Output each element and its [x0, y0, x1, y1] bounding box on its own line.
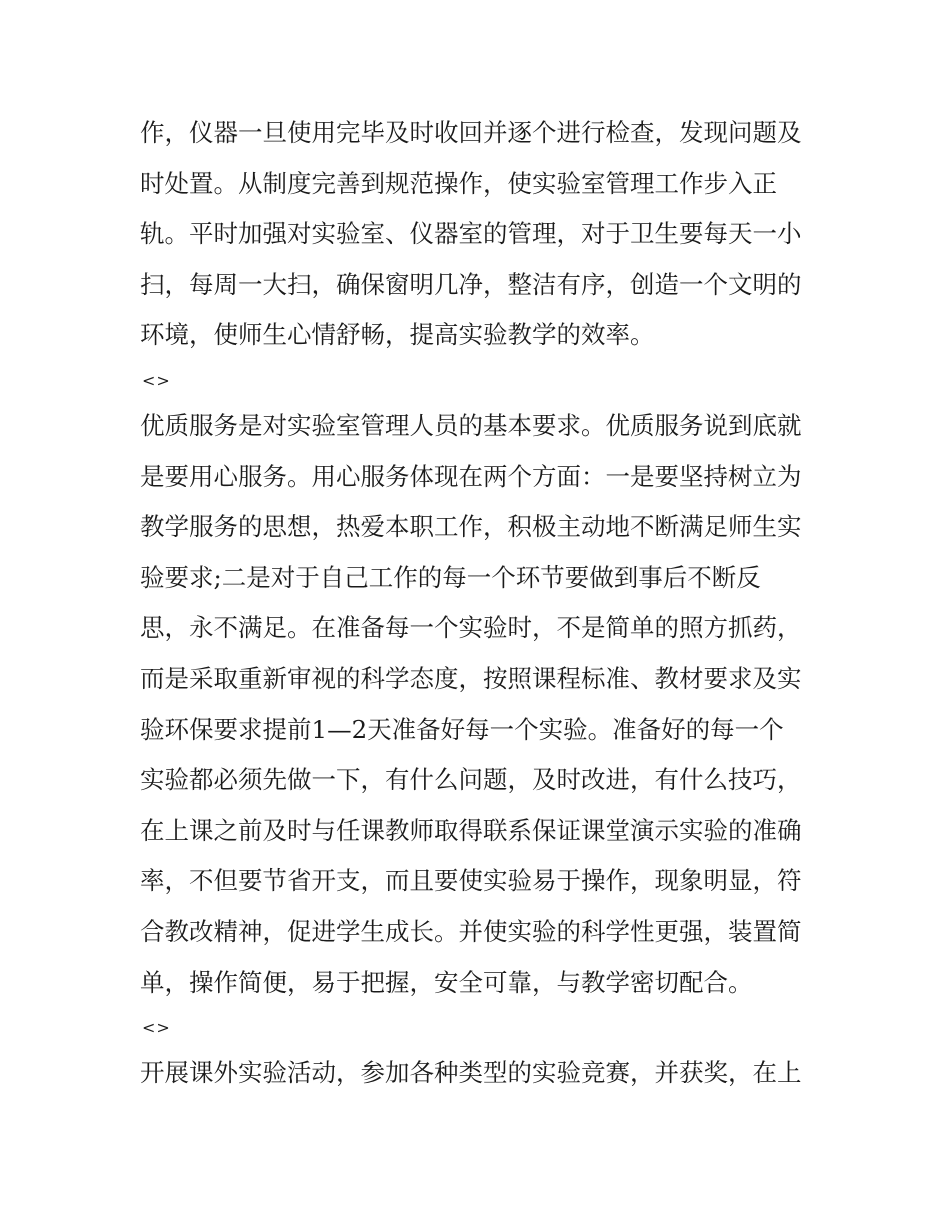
text-line: 环境，使师生心情舒畅，提高实验教学的效率。	[140, 320, 655, 350]
text-line: 而是采取重新审视的科学态度，按照课程标准、教材要求及实	[140, 663, 802, 693]
text-line: 验要求;二是对于自己工作的每一个环节要做到事后不断反	[140, 562, 761, 592]
document-body	[140, 108, 820, 1099]
text-line: 时处置。从制度完善到规范操作，使实验室管理工作步入正	[140, 168, 777, 198]
text-line: 率，不但要节省开支，而且要使实验易于操作，现象明显，符	[140, 866, 802, 896]
section-marker: <>	[142, 370, 171, 390]
text-line: 合教改精神，促进学生成长。并使实验的科学性更强，装置简	[140, 916, 802, 946]
text-line: 单，操作简便，易于把握，安全可靠，与教学密切配合。	[140, 967, 753, 997]
paragraph-lab-management	[140, 108, 820, 361]
text-line: 扫，每周一大扫，确保窗明几净，整洁有序，创造一个文明的	[140, 269, 802, 299]
text-line: 作，仪器一旦使用完毕及时收回并逐个进行检查，发现问题及	[140, 118, 802, 147]
text-line: 优质服务是对实验室管理人员的基本要求。优质服务说到底就	[140, 410, 802, 440]
section-marker: <>	[142, 1018, 171, 1038]
text-line: 验环保要求提前1—2天准备好每一个实验。准备好的每一个	[140, 714, 784, 744]
text-line: 在上课之前及时与任课教师取得联系保证课堂演示实验的准确	[140, 815, 802, 845]
paragraph-extracurricular	[140, 1048, 820, 1099]
text-line: 开展课外实验活动，参加各种类型的实验竞赛，并获奖，在上	[140, 1058, 802, 1088]
paragraph-quality-service	[140, 401, 820, 1008]
text-line: 教学服务的思想，热爱本职工作，积极主动地不断满足师生实	[140, 512, 802, 542]
text-line: 思，永不满足。在准备每一个实验时，不是简单的照方抓药，	[140, 613, 802, 643]
text-line: 轨。平时加强对实验室、仪器室的管理，对于卫生要每天一小	[140, 219, 802, 249]
text-line: 是要用心服务。用心服务体现在两个方面：一是要坚持树立为	[140, 461, 802, 491]
text-line: 实验都必须先做一下，有什么问题，及时改进，有什么技巧，	[140, 765, 802, 795]
